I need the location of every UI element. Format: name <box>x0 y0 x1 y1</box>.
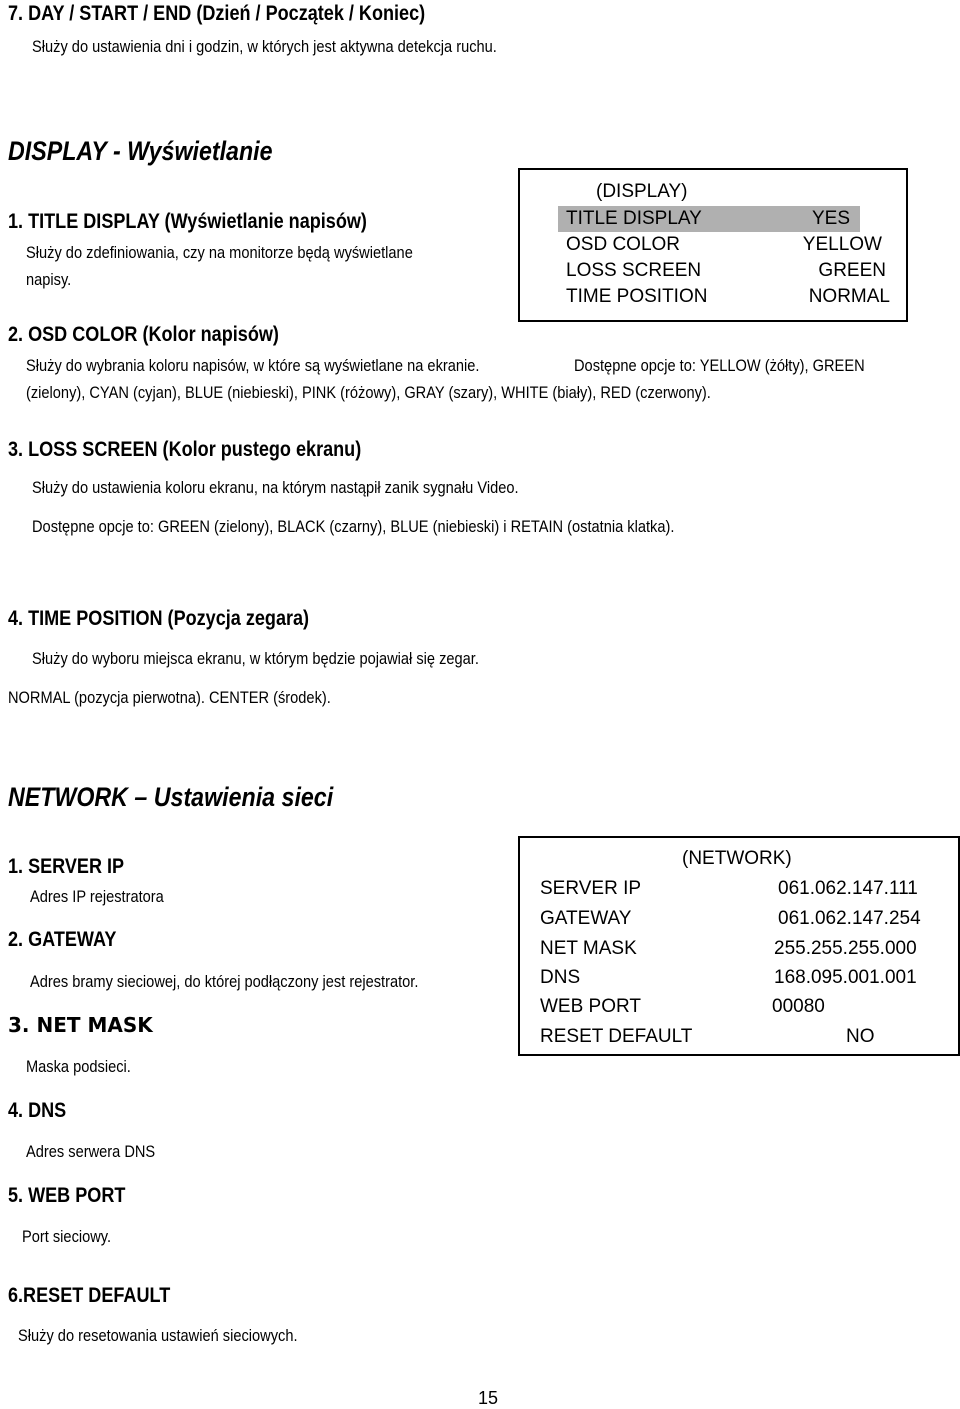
dns-desc: Adres serwera DNS <box>26 1142 156 1161</box>
title-display-heading: 1. TITLE DISPLAY (Wyświetlanie napisów) <box>8 210 367 233</box>
net-mask-desc: Maska podsieci. <box>26 1057 131 1076</box>
display-menu-value: GREEN <box>818 260 886 281</box>
network-menu-key: SERVER IP <box>540 878 642 899</box>
time-position-heading: 4. TIME POSITION (Pozycja zegara) <box>8 607 310 630</box>
day-section-heading: 7. DAY / START / END (Dzień / Początek / Koniec) <box>8 2 426 25</box>
network-menu-value: 061.062.147.254 <box>778 908 921 929</box>
net-mask-heading: 3. NET MASK <box>8 1013 153 1037</box>
display-menu-box <box>518 168 908 322</box>
gateway-heading: 2. GATEWAY <box>8 928 117 951</box>
web-port-heading: 5. WEB PORT <box>8 1184 126 1207</box>
server-ip-heading: 1. SERVER IP <box>8 855 125 878</box>
display-menu-key: TITLE DISPLAY <box>566 208 702 229</box>
gateway-desc: Adres bramy sieciowej, do której podłączony jest rejestrator. <box>30 972 419 991</box>
loss-screen-desc-line2: Dostępne opcje to: GREEN (zielony), BLACK (czarny), BLUE (niebieski) i RETAIN (ostatnia klatka). <box>32 517 675 536</box>
network-menu-value: 00080 <box>772 996 825 1017</box>
display-menu-key: OSD COLOR <box>566 234 681 255</box>
display-menu-key: LOSS SCREEN <box>566 260 702 281</box>
display-menu-key: TIME POSITION <box>566 286 708 307</box>
display-menu-value: NORMAL <box>808 286 890 307</box>
network-menu-value: 255.255.255.000 <box>774 938 917 959</box>
network-menu-value: 061.062.147.111 <box>778 878 918 899</box>
day-section-desc: Służy do ustawienia dni i godzin, w których jest aktywna detekcja ruchu. <box>32 37 497 56</box>
server-ip-desc: Adres IP rejestratora <box>30 887 164 906</box>
osd-color-heading: 2. OSD COLOR (Kolor napisów) <box>8 323 279 346</box>
time-position-desc-line2: NORMAL (pozycja pierwotna). CENTER (środek). <box>8 688 331 707</box>
osd-color-desc-line2: (zielony), CYAN (cyjan), BLUE (niebieski), PINK (różowy), GRAY (szary), WHITE (biały), RED (czerwony). <box>26 383 711 402</box>
display-menu-title: (DISPLAY) <box>596 181 688 202</box>
network-menu-box <box>518 836 960 1056</box>
web-port-desc: Port sieciowy. <box>22 1227 112 1246</box>
display-menu-row-time-position <box>520 284 906 310</box>
display-menu-value: YELLOW <box>802 234 882 255</box>
page-number: 15 <box>478 1388 499 1408</box>
network-menu-key: WEB PORT <box>540 996 641 1017</box>
dns-heading: 4. DNS <box>8 1099 67 1122</box>
display-menu-row-loss-screen <box>520 258 906 284</box>
loss-screen-heading: 3. LOSS SCREEN (Kolor pustego ekranu) <box>8 438 362 461</box>
display-menu-row-title-display <box>558 206 860 232</box>
network-menu-key: DNS <box>540 967 581 988</box>
display-section-title: DISPLAY - Wyświetlanie <box>8 136 273 166</box>
title-display-desc-line1: Służy do zdefiniowania, czy na monitorze będą wyświetlane <box>26 243 413 262</box>
time-position-desc-line1: Służy do wyboru miejsca ekranu, w którym będzie pojawiał się zegar. <box>32 649 479 668</box>
network-menu-key: NET MASK <box>540 938 637 959</box>
reset-default-desc: Służy do resetowania ustawień sieciowych. <box>18 1326 298 1345</box>
osd-color-desc-line1a: Służy do wybrania koloru napisów, w które są wyświetlane na ekranie. <box>26 356 480 375</box>
network-menu-title: (NETWORK) <box>682 848 792 869</box>
osd-color-desc-line1b: Dostępne opcje to: YELLOW (żółty), GREEN <box>574 356 865 375</box>
network-menu-value: 168.095.001.001 <box>774 967 917 988</box>
network-section-title: NETWORK – Ustawienia sieci <box>8 782 334 812</box>
reset-default-heading: 6.RESET DEFAULT <box>8 1284 171 1307</box>
display-menu-value: YES <box>811 208 850 229</box>
network-menu-key: RESET DEFAULT <box>540 1026 693 1047</box>
loss-screen-desc-line1: Służy do ustawienia koloru ekranu, na którym nastąpił zanik sygnału Video. <box>32 478 519 497</box>
title-display-desc-line2: napisy. <box>26 270 72 289</box>
display-menu-row-osd-color <box>520 232 906 258</box>
network-menu-value: NO <box>846 1026 875 1047</box>
network-menu-key: GATEWAY <box>540 908 632 929</box>
